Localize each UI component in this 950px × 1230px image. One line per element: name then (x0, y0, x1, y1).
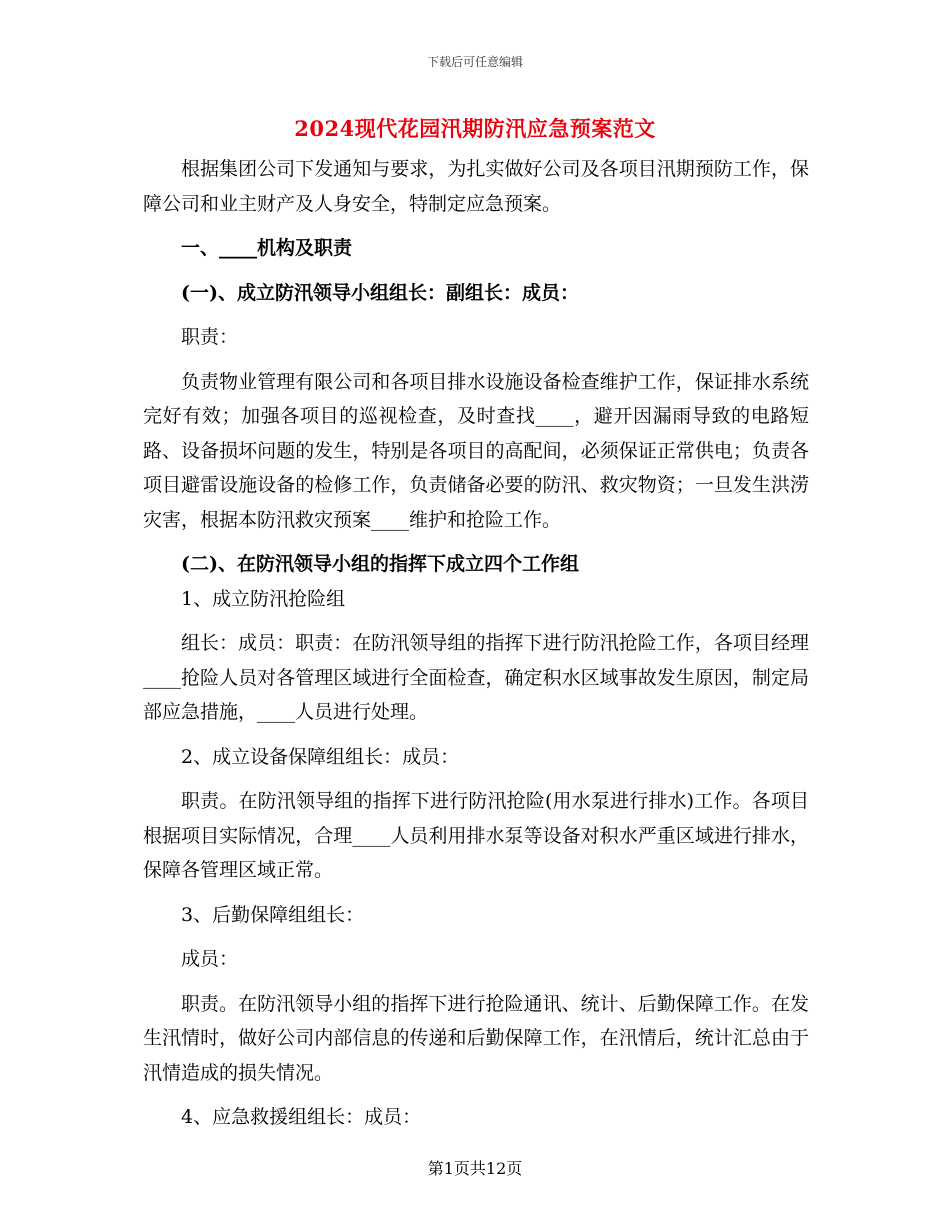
document-body (143, 152, 809, 1135)
document-title: 2024现代花园汛期防汛应急预案范文 (294, 116, 656, 141)
header-note: 下载后可任意编辑 (426, 55, 523, 69)
group1-title: 1、成立防汛抢险组 (181, 587, 346, 610)
group4-title: 4、应急救援组组长：成员： (181, 1106, 422, 1128)
group3-paragraph: 职责。在防汛领导小组的指挥下进行抢险通讯、统计、后勤保障工作。在发生汛情时，做好公司内部信息的传递和后勤保障工作，在汛情后，统计汇总由于汛情造成的损失情况。 (143, 992, 809, 1084)
duty-paragraph: 负责物业管理有限公司和各项目排水设施设备检查维护工作，保证排水系统完好有效；加强各项目的巡视检查，及时查找____，避开因漏雨导致的电路短路、设备损坏问题的发生，特别是各项目的高配间，必须保证正常供电；负责各项目避雷设施设备的检修工作，负责储备必要的防汛、救灾物资；一旦发生洪涝灾害，根据本防汛救灾预案____维护和抢险工作。 (143, 370, 809, 531)
group2-paragraph: 职责。在防汛领导组的指挥下进行防汛抢险(用水泵进行排水)工作。各项目根据项目实际情况，合理____人员利用排水泵等设备对积水严重区域进行排水，保障各管理区域正常。 (143, 790, 809, 881)
duty-label: 职责： (181, 326, 239, 348)
group3-title: 3、后勤保障组组长： (181, 903, 365, 926)
page-number: 第1页共12页 (427, 1159, 523, 1178)
intro-paragraph: 根据集团公司下发通知与要求，为扎实做好公司及各项目汛期预防工作，保障公司和业主财产及人身安全，特制定应急预案。 (143, 158, 809, 215)
group3-member: 成员： (181, 948, 239, 970)
group2-title: 2、成立设备保障组组长：成员： (181, 745, 460, 768)
subsection-heading-1: (一)、成立防汛领导小组组长：副组长：成员： (181, 281, 579, 304)
subsection-heading-2: (二)、在防汛领导小组的指挥下成立四个工作组 (181, 553, 579, 575)
section-heading-1: 一、____机构及职责 (181, 237, 353, 259)
group1-paragraph: 组长：成员：职责：在防汛领导组的指挥下进行防汛抢险工作，各项目经理____抢险人员对各管理区域进行全面检查，确定积水区域事故发生原因，制定局部应急措施，____人员进行处理。 (143, 632, 809, 723)
